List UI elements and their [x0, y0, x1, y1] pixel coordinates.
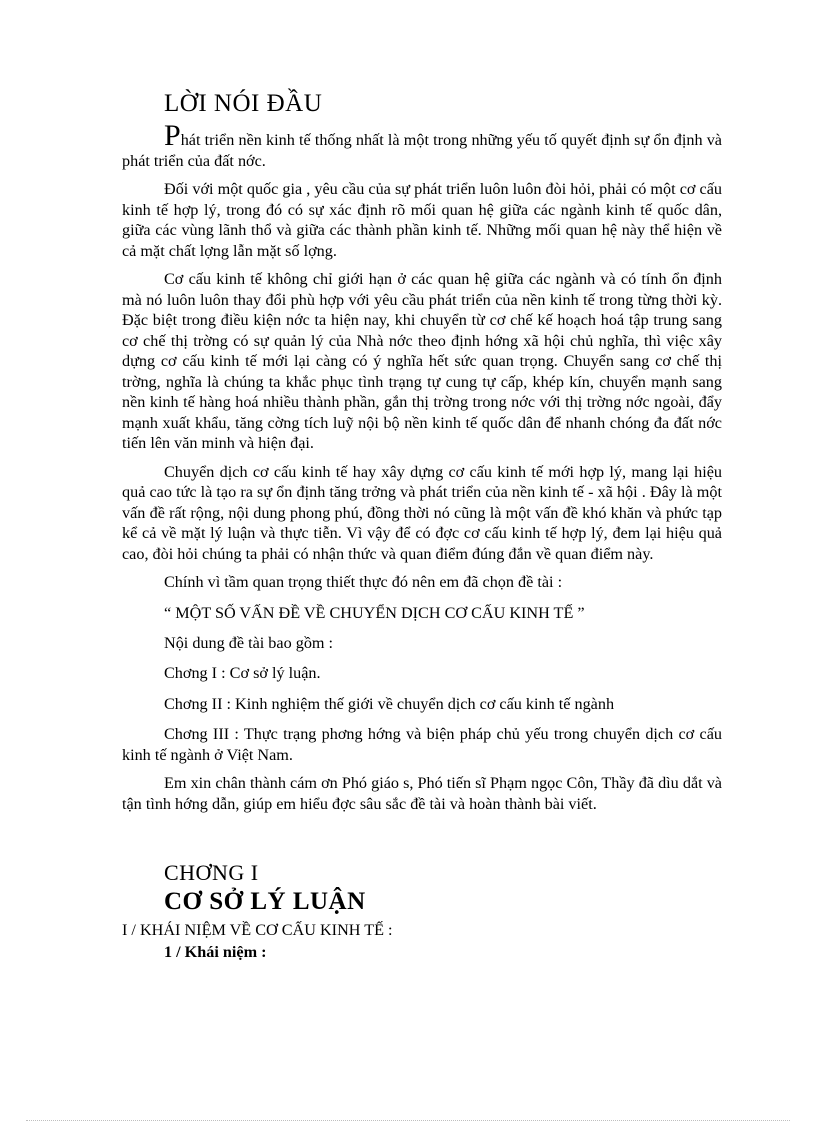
topic-title: “ MỘT SỐ VẤN ĐỀ VỀ CHUYỂN DỊCH CƠ CẤU KINH TẾ ” [164, 603, 585, 622]
chapter-list-item: Chơng I : Cơ sở lý luận. [164, 664, 321, 682]
subsection-heading: 1 / Khái niệm : [164, 943, 267, 961]
section-heading: I / KHÁI NIỆM VỀ CƠ CẤU KINH TẾ : [122, 921, 393, 939]
topic-intro: Chính vì tầm quan trọng thiết thực đó nên em đã chọn đề tài : [164, 573, 563, 591]
chapter-list-item: Chơng II : Kinh nghiệm thế giới về chuyển dịch cơ cấu kinh tế ngành [164, 694, 615, 713]
body-paragraph: Đối với một quốc gia , yêu cầu của sự phát triển luôn luôn đòi hỏi, phải có một cơ cấu kinh tế hợp lý, trong đó có sự xác định rõ mối quan hệ giữa các ngành kinh tế quốc dân, giữa các vùng lãnh thổ và giữa các thành phần kinh tế. Những mối quan hệ này thể hiện về cả mặt chất lợng lẫn mặt số lợng. [122, 180, 722, 260]
document-content [122, 90, 722, 962]
thanks-paragraph: Em xin chân thành cám ơn Phó giáo s, Phó tiến sĩ Phạm ngọc Côn, Thầy đã dìu dắt và tận tình hớng dẫn, giúp em hiểu đợc sâu sắc đề tài và hoàn thành bài viết. [122, 774, 722, 813]
drop-cap-letter: P [164, 119, 181, 152]
body-paragraph: Cơ cấu kinh tế không chỉ giới hạn ở các quan hệ giữa các ngành và có tính ổn định mà nó luôn luôn thay đổi phù hợp với yêu cầu phát triển của nền kinh tế trong từng thời kỳ. Đặc biệt trong điều kiện nớc ta hiện nay, khi chuyển từ cơ chế kế hoạch hoá tập trung sang cơ chế thị trờng có sự quản lý của Nhà nớc theo định hớng xã hội chủ nghĩa, thì việc xây dựng cơ cấu kinh tế mới lại càng có ý nghĩa hết sức quan trọng. Chuyển sang cơ chế thị trờng, nghĩa là chúng ta khắc phục tình trạng tự cung tự cấp, khép kín, chuyển mạnh sang nền kinh tế hàng hoá nhiều thành phần, gắn thị trờng trong nớc với thị trờng nớc ngoài, đẩy mạnh xuất khẩu, tăng cờng tích luỹ nội bộ nền kinh tế quốc dân để nhanh chóng đa đất nớc tiến lên văn minh và hiện đại. [122, 270, 722, 452]
page-title: LỜI NÓI ĐẦU [164, 90, 323, 117]
chapter-list-item: Chơng III : Thực trạng phơng hớng và biện pháp chủ yếu trong chuyển dịch cơ cấu kinh tế ngành ở Việt Nam. [122, 725, 722, 764]
contents-intro: Nội dung đề tài bao gồm : [164, 633, 334, 652]
chapter-title: CƠ SỞ LÝ LUẬN [164, 888, 366, 915]
page-bottom-divider [26, 1120, 790, 1121]
intro-text: hát triển nền kinh tế thống nhất là một trong những yếu tố quyết định sự ổn định và phát triển của đất nớc. [122, 131, 722, 170]
body-paragraph: Chuyển dịch cơ cấu kinh tế hay xây dựng cơ cấu kinh tế mới hợp lý, mang lại hiệu quả cao tức là tạo ra sự ổn định tăng trởng và phát triển của nền kinh tế - xã hội . Đây là một vấn đề rất rộng, nội dung phong phú, đồng thời nó cũng là một vấn đề khó khăn và phức tạp kể cả về mặt lý luận và thực tiễn. Vì vậy để có đợc cơ cấu kinh tế hợp lý, đem lại hiệu quả cao, đòi hỏi chúng ta phải có nhận thức và quan điểm đúng đắn về quan điểm này. [122, 462, 722, 563]
intro-paragraph [122, 119, 722, 171]
chapter-label: CHƠNG I [164, 860, 259, 885]
